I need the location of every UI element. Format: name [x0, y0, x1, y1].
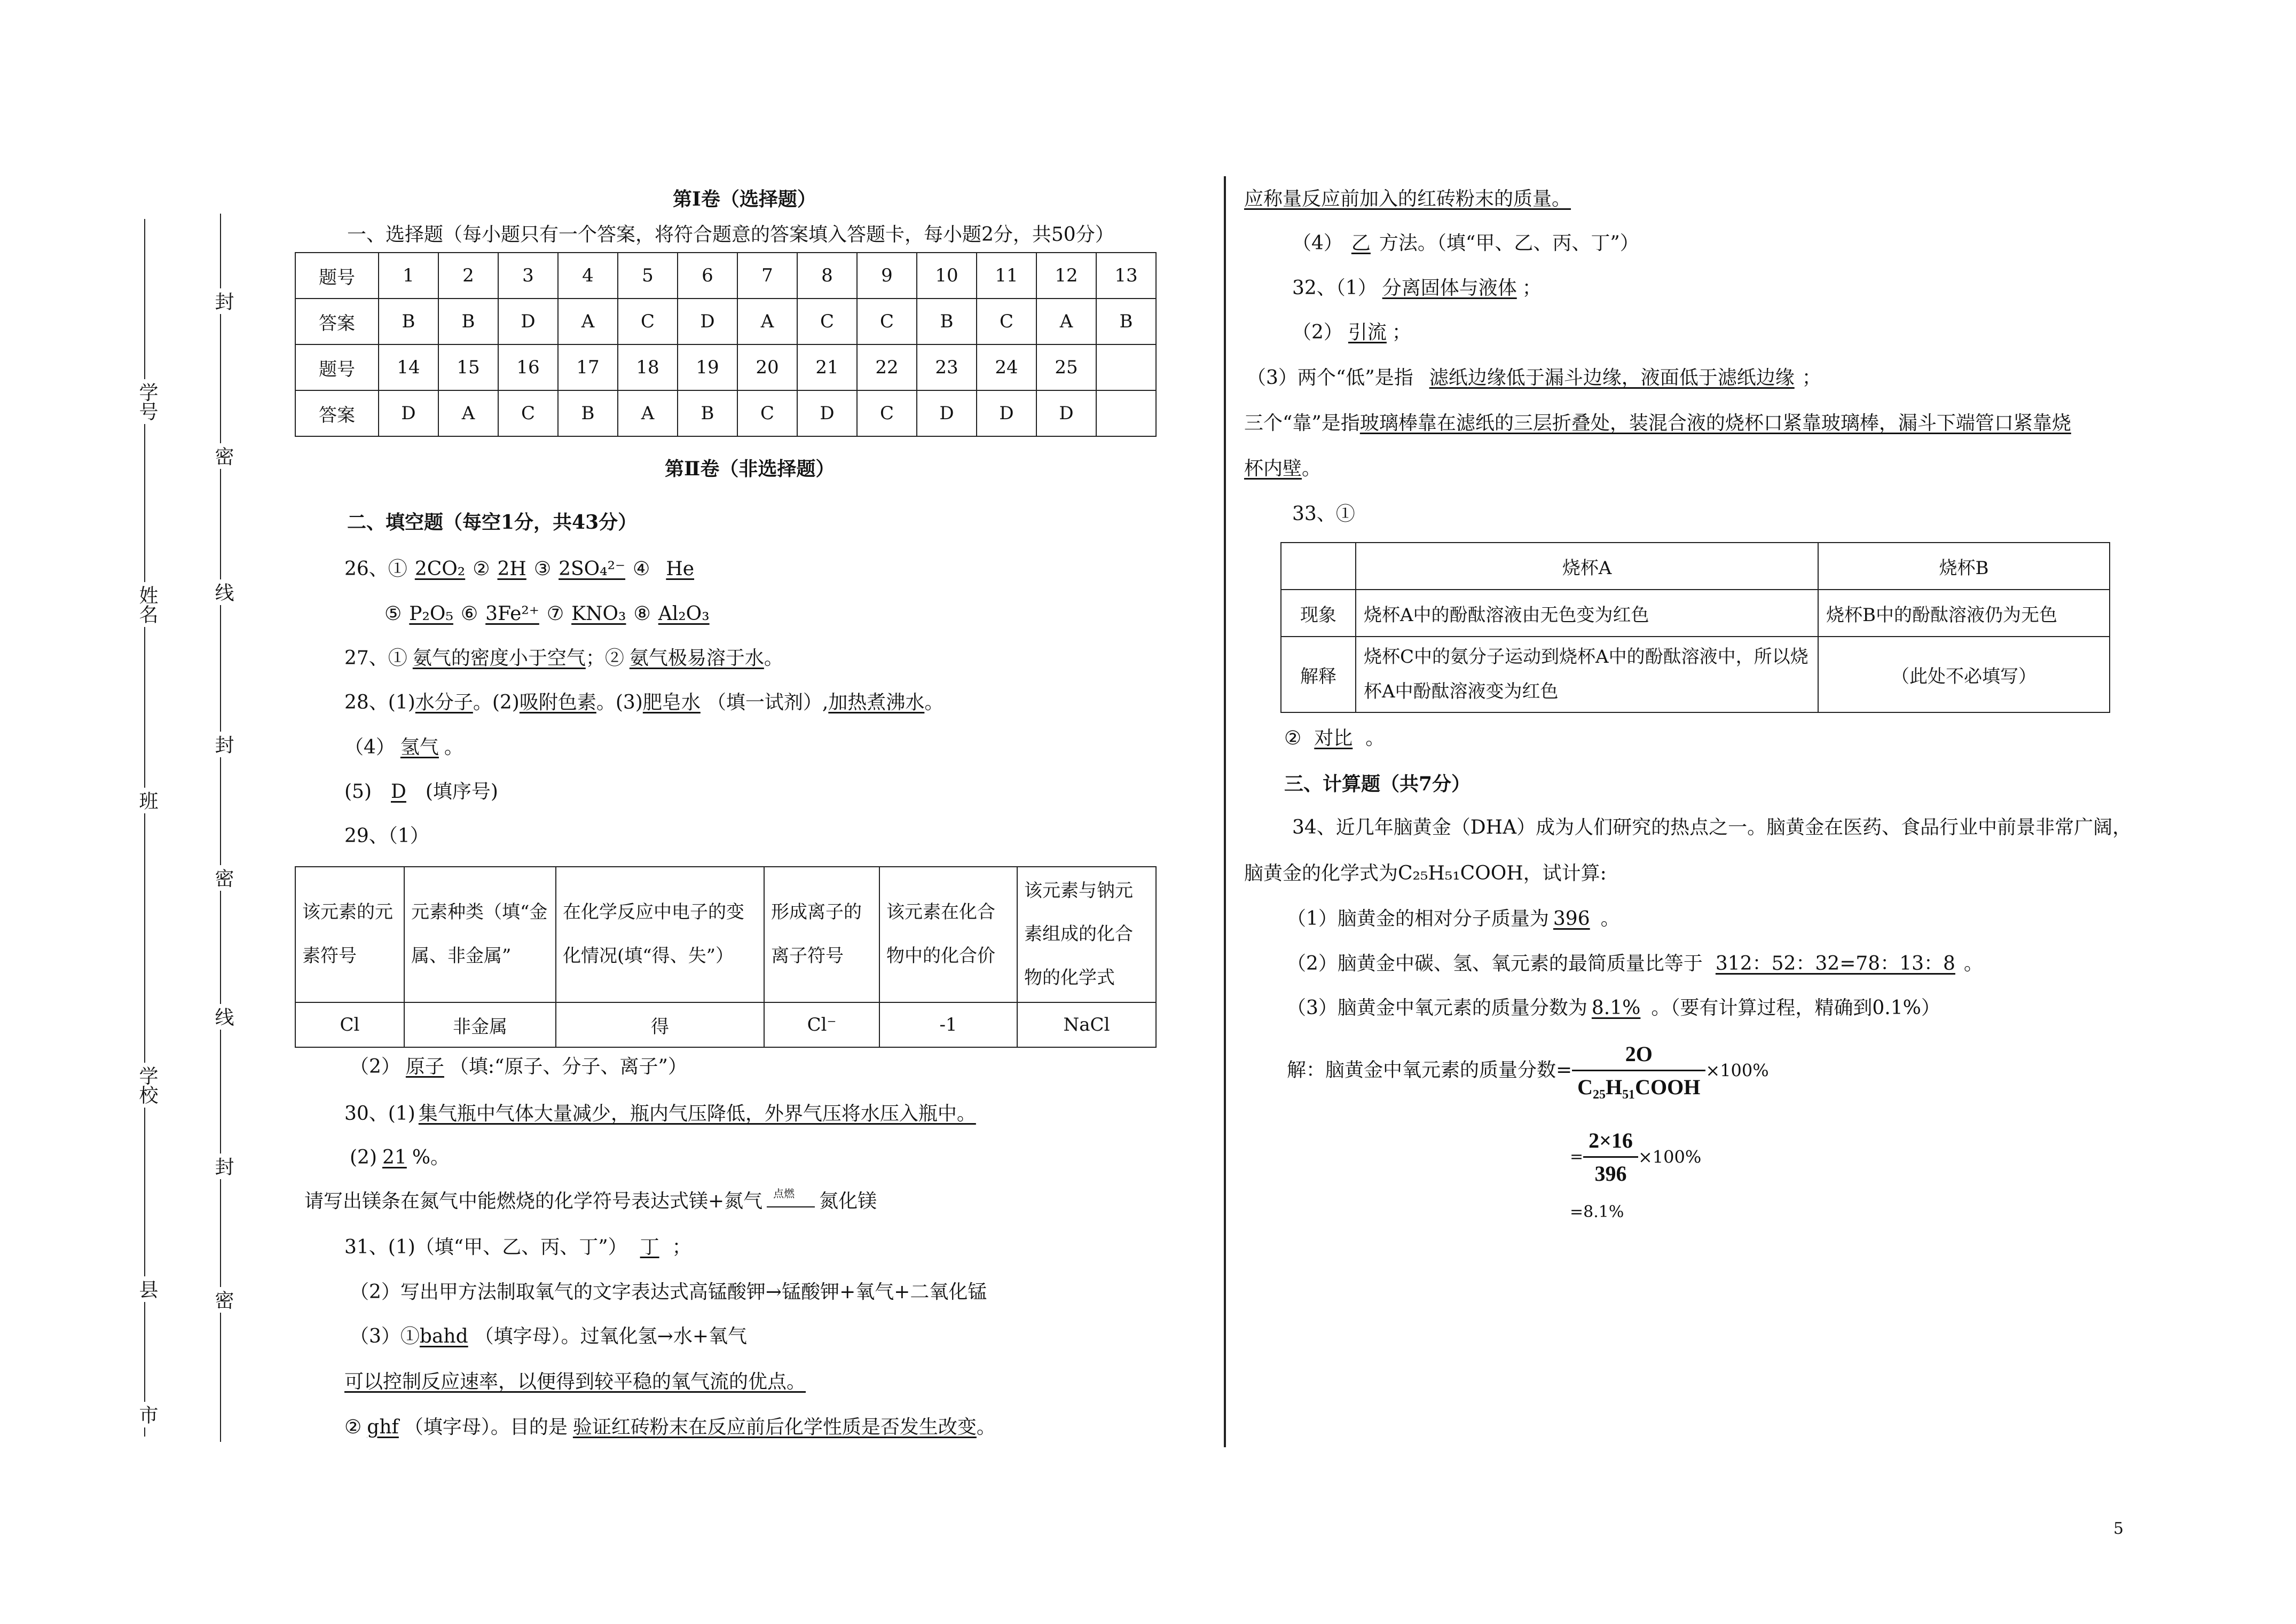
q31-line2: （2）写出甲方法制取氧气的文字表达式高锰酸钾→锰酸钾+氧气+二氧化锰	[350, 1281, 987, 1303]
q31-line5	[344, 1418, 996, 1437]
table-row	[295, 344, 1156, 390]
marker: 三个“靠”是指	[1244, 412, 1360, 434]
q31-marker: （3）①	[350, 1325, 420, 1347]
punct: ；	[1802, 367, 1821, 389]
cell: D	[1036, 390, 1096, 436]
q34-text: （1）脑黄金的相对分子质量为	[1287, 908, 1549, 930]
cell: 非金属	[404, 1002, 556, 1047]
reaction-condition: 点燃	[773, 1187, 795, 1200]
solution-text: =	[1570, 1147, 1584, 1166]
q29-hint: （填:“原子、分子、离子”）	[449, 1056, 687, 1078]
label-student-id: 学号	[133, 379, 161, 424]
q30-line1	[344, 1104, 976, 1124]
part3-heading: 三、计算题（共7分）	[1284, 773, 1471, 795]
punct: 。	[976, 1416, 996, 1438]
punct: 。	[444, 736, 463, 758]
answer: 对比	[1314, 727, 1353, 749]
cell: -1	[879, 1002, 1017, 1047]
q28-hint: （填一试剂）,	[706, 692, 829, 713]
cell: 题号	[295, 344, 379, 390]
q33-table	[1280, 542, 2110, 713]
cell: 得	[556, 1002, 764, 1047]
answer: 氢气	[400, 736, 439, 758]
q29-part2	[350, 1057, 687, 1077]
label-name: 姓名	[133, 582, 161, 627]
cell: 烧杯A中的酚酞溶液由无色变为红色	[1356, 590, 1818, 637]
q33-after	[1284, 729, 1385, 748]
q34-s1	[1287, 909, 1620, 929]
q32-line4	[1244, 414, 2071, 433]
table-row	[295, 390, 1156, 436]
answer: 乙	[1351, 232, 1371, 254]
q34-text: （3）脑黄金中氧元素的质量分数为	[1287, 997, 1587, 1019]
answer: KNO₃	[571, 603, 626, 625]
cell: 烧杯B中的酚酞溶液仍为无色	[1818, 590, 2110, 637]
answer: 吸附色素	[519, 692, 596, 713]
q26-marker: ⑤	[384, 603, 402, 625]
label-school: 学校	[133, 1063, 161, 1108]
punct: ；	[1391, 321, 1411, 343]
q33-label: 33、①	[1292, 503, 1355, 525]
seal-mark: 封	[209, 732, 237, 757]
seal-mark: 密	[209, 1287, 237, 1313]
q31-line1	[344, 1238, 691, 1257]
cell: C	[618, 299, 678, 344]
cell: C	[857, 390, 917, 436]
table-row	[1281, 637, 2110, 712]
cell: 在化学反应中电子的变化情况(填“得、失”）	[556, 867, 764, 1002]
cell: C	[977, 299, 1036, 344]
cell: 13	[1096, 253, 1156, 299]
answer: 杯内壁	[1244, 458, 1302, 480]
seal-mark: 线	[209, 1004, 237, 1030]
q26-marker: ②	[473, 558, 490, 580]
cell: 形成离子的离子符号	[764, 867, 879, 1002]
answer: 丁	[640, 1236, 659, 1258]
cell: 3	[498, 253, 558, 299]
label-class: 班	[133, 788, 161, 813]
answer: 集气瓶中气体大量减少，瓶内气压降低，外界气压将水压入瓶中。	[418, 1103, 976, 1125]
cell: 烧杯C中的氨分子运动到烧杯A中的酚酞溶液中，所以烧杯A中酚酞溶液变为红色	[1356, 637, 1818, 712]
cell: 19	[678, 344, 737, 390]
answer: Al₂O₃	[658, 603, 710, 625]
answer: 8.1%	[1591, 997, 1641, 1019]
q26-marker: ⑥	[460, 603, 478, 625]
answer: D	[391, 781, 406, 803]
cell: 该元素在化合物中的化合价	[879, 867, 1017, 1002]
solution-line1	[1287, 1041, 1769, 1100]
table-row	[295, 1002, 1156, 1047]
cell: 2	[438, 253, 498, 299]
binding-line-inner	[220, 214, 221, 1442]
cell: 答案	[295, 390, 379, 436]
answer: 玻璃棒靠在滤纸的三层折叠处，装混合液的烧杯口紧靠玻璃棒，漏斗下端管口紧靠烧	[1359, 412, 2071, 434]
label-county: 县	[133, 1276, 161, 1302]
cell: 10	[917, 253, 977, 299]
answer: 加热煮沸水	[828, 692, 925, 713]
cell: B	[1096, 299, 1156, 344]
column-divider	[1224, 176, 1226, 1447]
q32-line3	[1247, 368, 1821, 388]
r-line2	[1292, 234, 1639, 253]
part1-title: 第Ⅰ卷（选择题）	[673, 188, 816, 210]
cell: 25	[1036, 344, 1096, 390]
numerator: 2×16	[1589, 1128, 1633, 1152]
denominator: C₂₅H₅₁COOH	[1572, 1070, 1705, 1100]
answer: 肥皂水	[642, 692, 701, 713]
punct: ；	[1522, 277, 1542, 299]
answer: 氨气极易溶于水	[629, 647, 764, 669]
q34-line1: 34、近几年脑黄金（DHA）成为人们研究的热点之一。脑黄金在医药、食品行业中前景非常广阔，	[1292, 817, 2132, 838]
q28-line2	[344, 738, 463, 757]
cell: 9	[857, 253, 917, 299]
cell	[1096, 390, 1156, 436]
q26-marker: ⑧	[633, 603, 651, 625]
q28-marker: 。(2)	[473, 692, 520, 713]
q32-label: 32、（1）	[1292, 277, 1377, 299]
part1-heading: 一、选择题（每小题只有一个答案，将符合题意的答案填入答题卡，每小题2分，共50分）	[347, 224, 1114, 246]
cell: C	[498, 390, 558, 436]
cell: B	[379, 299, 438, 344]
punct: 。	[1302, 458, 1322, 480]
answer: 滤纸边缘低于漏斗边缘，液面低于滤纸边缘	[1429, 367, 1795, 389]
q32-line2	[1292, 323, 1411, 342]
seal-mark: 密	[209, 865, 237, 891]
cell: 11	[977, 253, 1036, 299]
table-row	[1281, 543, 2110, 590]
seal-mark: 线	[209, 579, 237, 605]
cell: Cl	[295, 1002, 404, 1047]
part2-heading: 二、填空题（每空1分，共43分）	[347, 511, 638, 534]
answer: ghf	[367, 1416, 399, 1438]
q26-marker: ④	[633, 558, 650, 580]
cell: 23	[917, 344, 977, 390]
cell: 解释	[1281, 637, 1356, 712]
cell: A	[1036, 299, 1096, 344]
q29-label: 29、（1）	[344, 825, 429, 847]
answer: 引流	[1348, 321, 1387, 343]
answer: 验证红砖粉末在反应前后化学性质是否发生改变	[572, 1416, 977, 1438]
cell: A	[618, 390, 678, 436]
q28-label: 28、(1)	[344, 692, 415, 713]
table-row	[295, 867, 1156, 1002]
q32-line1	[1292, 279, 1542, 298]
q27-label: 27、①	[344, 647, 407, 669]
solution-text: 解：脑黄金中氧元素的质量分数=	[1287, 1059, 1572, 1081]
punct: 。	[1600, 908, 1620, 930]
marker: ②	[1284, 727, 1302, 749]
cell	[1096, 344, 1156, 390]
cell: D	[379, 390, 438, 436]
cell: 20	[737, 344, 797, 390]
q30-line3	[304, 1187, 877, 1212]
q32-line5	[1244, 459, 1321, 478]
cell: 24	[977, 344, 1036, 390]
answer: 21	[382, 1147, 407, 1168]
solution-text: ×100%	[1638, 1147, 1702, 1167]
marker: （4）	[1292, 232, 1343, 254]
answer: 2CO₂	[414, 558, 466, 580]
q28-line3	[344, 782, 498, 802]
cell: 14	[379, 344, 438, 390]
cell: 1	[379, 253, 438, 299]
denominator: 396	[1583, 1156, 1638, 1186]
cell: 5	[618, 253, 678, 299]
cell: 该元素与钠元素组成的化合物的化学式	[1017, 867, 1156, 1002]
q34-text: （2）脑黄金中碳、氢、氧元素的最简质量比等于	[1287, 953, 1703, 975]
cell: 现象	[1281, 590, 1356, 637]
label-city: 市	[133, 1402, 161, 1427]
q31-text: （填字母）。过氧化氢→水+氧气	[474, 1325, 747, 1347]
cell: A	[558, 299, 618, 344]
q26-line2	[384, 605, 717, 624]
punct: ；	[672, 1236, 691, 1258]
q26-marker: ③	[533, 558, 552, 580]
punct: 。	[764, 647, 783, 669]
cell: D	[977, 390, 1036, 436]
q28-marker: （4）	[344, 736, 395, 758]
q28-hint: (填序号)	[425, 781, 498, 803]
cell: NaCl	[1017, 1002, 1156, 1047]
cell: 8	[797, 253, 857, 299]
r-line1: 应称量反应前加入的红砖粉末的质量。	[1244, 188, 1571, 210]
answer: 氨气的密度小于空气	[412, 647, 586, 669]
q29-table	[295, 866, 1157, 1048]
part2-title: 第Ⅱ卷（非选择题）	[665, 458, 835, 480]
q30-label: 30、(1)	[344, 1103, 415, 1125]
q26-label: 26、①	[344, 558, 407, 580]
cell: C	[737, 390, 797, 436]
answer: 分离固体与液体	[1382, 277, 1517, 299]
seal-mark: 封	[209, 288, 237, 314]
solution-line3: =8.1%	[1570, 1203, 1624, 1221]
punct: 。	[1365, 727, 1385, 749]
answer: 原子	[405, 1056, 444, 1078]
answer: 2SO₄²⁻	[559, 558, 626, 580]
table-row	[295, 299, 1156, 344]
cell: B	[438, 299, 498, 344]
cell: 6	[678, 253, 737, 299]
cell: A	[737, 299, 797, 344]
answer: P₂O₅	[409, 603, 453, 625]
q34-s2	[1287, 954, 1983, 974]
solution-line2	[1570, 1128, 1701, 1186]
answer: 3Fe²⁺	[485, 603, 539, 625]
cell: 12	[1036, 253, 1096, 299]
cell: D	[797, 390, 857, 436]
marker: （2）	[1292, 321, 1343, 343]
reaction-arrow	[767, 1187, 815, 1207]
fraction	[1583, 1128, 1638, 1186]
cell: 4	[558, 253, 618, 299]
cell: B	[678, 390, 737, 436]
punct: %。	[412, 1147, 450, 1168]
seal-mark: 封	[209, 1154, 237, 1179]
cell: D	[917, 390, 977, 436]
answer: bahd	[419, 1325, 468, 1347]
q31-line3	[350, 1327, 747, 1346]
punct: 。	[1963, 953, 1983, 975]
answer: 2H	[497, 558, 526, 580]
marker: （3）两个“低”是指	[1247, 367, 1413, 389]
q28-marker: (5)	[344, 781, 372, 803]
cell: D	[678, 299, 737, 344]
cell: A	[438, 390, 498, 436]
cell: 答案	[295, 299, 379, 344]
q28-marker: 。(3)	[596, 692, 643, 713]
answer: 396	[1553, 908, 1590, 930]
table-row	[295, 253, 1156, 299]
answer: 312：52：32=78：13：8	[1715, 953, 1955, 975]
cell: 22	[857, 344, 917, 390]
cell: 题号	[295, 253, 379, 299]
numerator: 2O	[1625, 1042, 1653, 1066]
answer: 水分子	[415, 692, 473, 713]
cell: Cl⁻	[764, 1002, 879, 1047]
punct: 。	[924, 692, 944, 713]
q28-line1	[344, 693, 943, 712]
q34-s3	[1287, 999, 1940, 1018]
q27-marker: ；②	[585, 647, 624, 669]
cell: 烧杯B	[1818, 543, 2110, 590]
q31-label: 31、(1)（填“甲、乙、丙、丁”）	[344, 1236, 627, 1258]
q34-text: 。（要有计算过程，精确到0.1%）	[1651, 997, 1940, 1019]
q27	[344, 649, 783, 668]
cell: B	[558, 390, 618, 436]
q30-marker: (2)	[350, 1147, 377, 1168]
answer: He	[666, 558, 695, 580]
cell: （此处不必填写）	[1818, 637, 2110, 712]
q34-line2: 脑黄金的化学式为C₂₅H₅₁COOH，试计算:	[1244, 862, 1607, 884]
cell: 15	[438, 344, 498, 390]
hint: 方法。（填“甲、乙、丙、丁”）	[1379, 232, 1639, 254]
q30-text: 氮化镁	[819, 1190, 877, 1212]
cell: 17	[558, 344, 618, 390]
cell: 18	[618, 344, 678, 390]
q30-line2	[350, 1148, 450, 1167]
q30-text: 请写出镁条在氮气中能燃烧的化学符号表达式镁+氮气	[304, 1190, 763, 1212]
cell: B	[917, 299, 977, 344]
page-number: 5	[2113, 1519, 2124, 1538]
cell: C	[797, 299, 857, 344]
cell: C	[857, 299, 917, 344]
q31-marker: ②	[344, 1416, 362, 1438]
cell: 16	[498, 344, 558, 390]
cell: 7	[737, 253, 797, 299]
fraction	[1572, 1041, 1705, 1100]
q26-marker: ⑦	[546, 603, 564, 625]
q26-line1	[344, 560, 710, 579]
cell: 该元素的元素符号	[295, 867, 404, 1002]
answer-table	[295, 252, 1157, 437]
seal-mark: 密	[209, 443, 237, 469]
solution-text: ×100%	[1705, 1060, 1769, 1081]
cell: 元素种类（填“金属、非金属”	[404, 867, 556, 1002]
table-row	[1281, 590, 2110, 637]
q31-text: （填字母）。目的是	[404, 1416, 568, 1438]
cell	[1281, 543, 1356, 590]
q31-line4: 可以控制反应速率，以便得到较平稳的氧气流的优点。	[344, 1371, 806, 1393]
cell: 21	[797, 344, 857, 390]
cell: D	[498, 299, 558, 344]
q29-marker: （2）	[350, 1056, 400, 1078]
cell: 烧杯A	[1356, 543, 1818, 590]
